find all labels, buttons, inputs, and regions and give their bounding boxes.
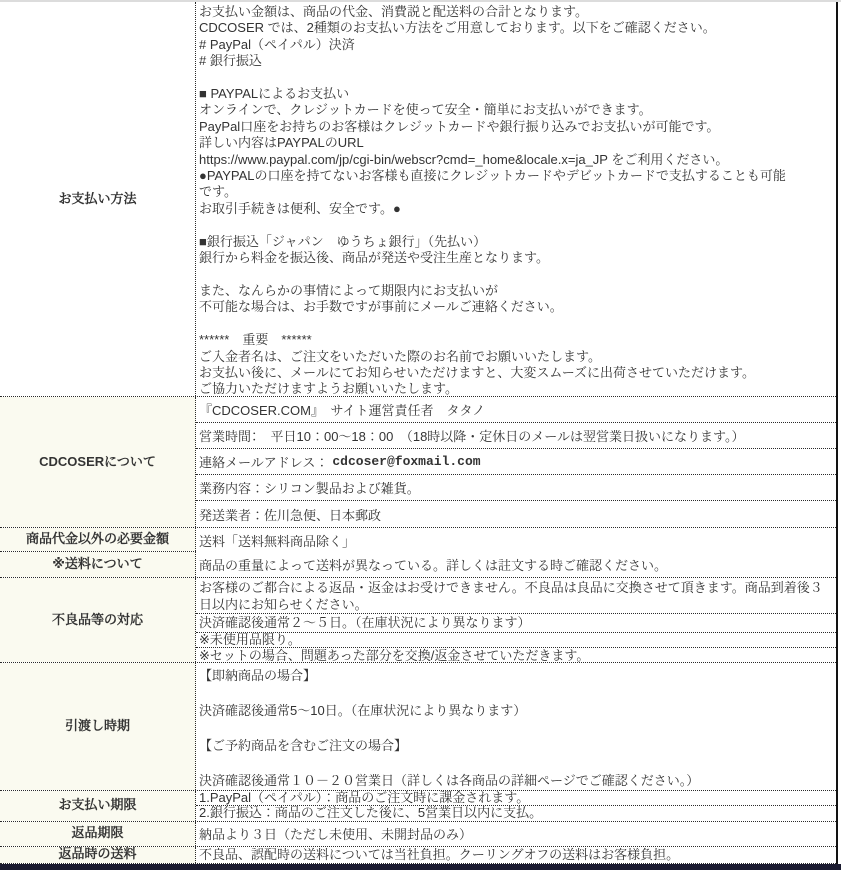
defective-policy-line: お客様のご都合による返品・返金はお受けできません。不良品は良品に交換させて頂きます。商品到着後３日以内にお知らせください。 (196, 578, 836, 614)
row-extra-fees (0, 528, 836, 552)
text-line: お支払い後に、メールにてお知らせいただけますと、大変スムーズに出荷させていただけます。 (199, 364, 756, 380)
shipping-note-label: ※送料について (0, 552, 196, 577)
text-line: お取引手続きは便利、安全です。● (199, 200, 401, 216)
row-shipping-note (0, 552, 836, 578)
row-payment-method (0, 2, 836, 397)
delivery-time-label: 引渡し時期 (0, 663, 196, 790)
text-line (199, 685, 833, 703)
text-line: お支払い金額は、商品の代金、消費説と配送料の合計となります。 (199, 4, 588, 19)
about-site-operator: 『CDCOSER.COM』 サイト運営責任者 タタノ (196, 397, 836, 423)
row-about (0, 397, 836, 528)
defective-items-label: 不良品等の対応 (0, 578, 196, 662)
payment-deadline-content (196, 791, 836, 821)
text-line: https://www.paypal.com/jp/cgi-bin/webscr?cmd=_home&locale.x=ja_JP をご利用ください。 (199, 151, 729, 167)
return-deadline-content: 納品より３日（ただし未使用、未開封品のみ） (196, 822, 836, 846)
text-line: 決済確認後通常１０－２０営業日（詳しくは各商品の詳細ページでご確認ください。） (199, 773, 700, 788)
text-line: 詳しい内容はPAYPALのURL (199, 135, 364, 151)
contact-email-prefix: 連絡メールアドレス： (199, 455, 329, 470)
row-payment-deadline (0, 791, 836, 822)
text-line: ●PAYPALの口座を持てないお客様も直接にクレジットカードやデビットカードで支払することも可能 (199, 168, 786, 184)
text-line: 不可能な場合は、お手数ですが事前にメールご連絡ください。 (199, 299, 563, 315)
text-line: ご協力いただけますようお願いいたします。 (199, 381, 458, 397)
text-line: ****** 重要 ****** (199, 332, 312, 348)
row-delivery-time (0, 663, 836, 791)
text-line: 決済確認後通常5～10日。（在庫状況により異なります） (199, 703, 527, 718)
shipping-note-content: 商品の重量によって送料が異なっている。詳しくは註文する時ご確認ください。 (196, 552, 836, 577)
payment-method-content (196, 2, 836, 396)
text-line: 【ご予約商品を含むご注文の場合】 (199, 738, 408, 753)
payment-deadline-paypal: 1.PayPal（ペイパル）：商品のご注文時に課金されます。 (196, 791, 836, 806)
text-line: ■ PAYPALによるお支払い (199, 86, 350, 102)
text-line (199, 720, 833, 738)
text-line: ご入金者名は、ご注文をいただいた際のお名前でお願いいたします。 (199, 348, 601, 364)
text-line: CDCOSER では、2種類のお支払い方法をご用意しております。以下をご確認ください。 (199, 20, 716, 36)
delivery-time-content (196, 663, 836, 790)
text-line (199, 316, 833, 332)
defective-processing-time: 決済確認後通常２～５日。（在庫状況により異なります） (196, 614, 836, 633)
text-line (199, 755, 833, 773)
about-label: CDCOSERについて (0, 397, 196, 527)
payment-method-label: お支払い方法 (0, 2, 196, 396)
about-contact (196, 449, 836, 475)
extra-fees-content: 送料「送料無料商品除く」 (196, 528, 836, 552)
text-line (199, 217, 833, 233)
contact-email: cdcoser@foxmail.com (332, 454, 481, 469)
text-line (199, 267, 833, 283)
shop-info-table (0, 2, 838, 864)
payment-deadline-bank: 2.銀行振込：商品のご注文した後に、5営業日以内に支払。 (199, 805, 543, 820)
return-shipping-label: 返品時の送料 (0, 847, 196, 863)
text-line: # 銀行振込 (199, 53, 262, 69)
return-shipping-content: 不良品、誤配時の送料については当社負担。クーリングオフの送料はお客様負担。 (196, 847, 836, 863)
text-line: です。 (199, 184, 237, 200)
defective-set-note: ※セットの場合、問題あった部分を交換/返金させていただきます。 (199, 647, 590, 663)
extra-fees-label: 商品代金以外の必要金額 (0, 528, 196, 551)
row-defective-items (0, 578, 836, 663)
text-line: # PayPal（ペイパル）決済 (199, 36, 355, 52)
return-deadline-label: 返品期限 (0, 822, 196, 846)
text-line: 銀行から料金を振込後、商品が発送や受注生産となります。 (199, 250, 549, 266)
about-content (196, 397, 836, 527)
row-return-shipping (0, 847, 836, 864)
text-line: また、なんらかの事情によって期限内にお支払いが (199, 282, 499, 298)
about-business-description: 業務内容：シリコン製品および雑貨。 (196, 475, 836, 501)
text-line: ■銀行振込「ジャパン ゆうちょ銀行」（先払い） (199, 233, 487, 249)
defective-items-content (196, 578, 836, 662)
payment-deadline-label: お支払い期限 (0, 791, 196, 821)
row-return-deadline (0, 822, 836, 847)
text-line: PayPal口座をお持ちのお客様はクレジットカードや銀行振り込みでお支払いが可能です。 (199, 118, 720, 134)
about-business-hours: 営業時間： 平日10：00～18：00 （18時以降・定休日のメールは翌営業日扱いになります。） (196, 423, 836, 449)
footer-bar (0, 864, 841, 870)
text-line: オンラインで、クレジットカードを使って安全・簡単にお支払いができます。 (199, 102, 652, 118)
text-line (199, 70, 833, 86)
text-line: 【即納商品の場合】 (199, 668, 317, 683)
about-shipping-carriers: 発送業者：佐川急便、日本郵政 (199, 507, 382, 523)
defective-unused-only-note: ※未使用品限り。 (196, 633, 836, 648)
